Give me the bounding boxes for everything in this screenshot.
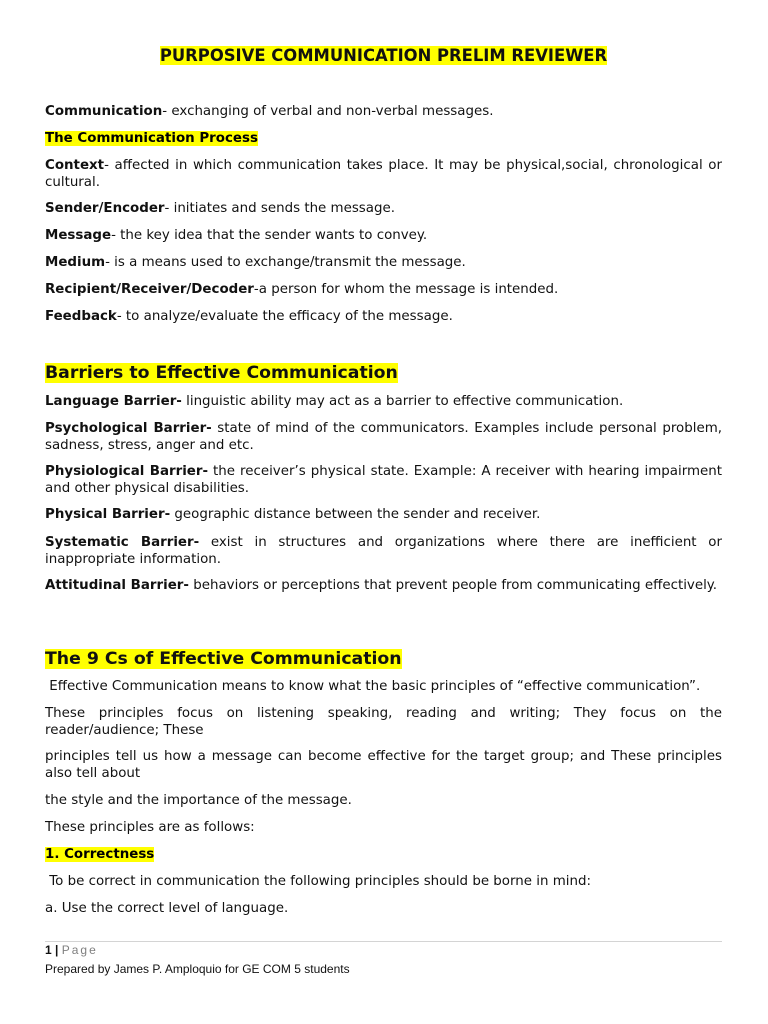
section-heading-nine-cs: The 9 Cs of Effective Communication (45, 649, 402, 669)
correctness-item-a: a. Use the correct level of language. (45, 901, 289, 916)
barrier-physical: Physical Barrier- geographic distance between the sender and receiver. (45, 507, 541, 522)
footer-prepared-by: Prepared by James P. Amploquio for GE COM 5 students (45, 962, 350, 976)
section-heading-barriers: Barriers to Effective Communication (45, 363, 398, 383)
barrier-language: Language Barrier- linguistic ability may act as a barrier to effective communication. (45, 394, 624, 409)
barrier-physiological: Physiological Barrier- the receiver’s physical state. Example: A receiver with hearing impairment and other physical disabilities. (45, 464, 722, 496)
barrier-psychological: Psychological Barrier- state of mind of the communicators. Examples include personal problem, sadness, stress, anger and etc. (45, 421, 723, 453)
process-item-medium: Medium- is a means used to exchange/transmit the message. (45, 255, 466, 270)
subheading-correctness: 1. Correctness (45, 847, 155, 862)
nine-cs-paragraph-4: the style and the importance of the message. (45, 793, 352, 808)
process-item-sender: Sender/Encoder- initiates and sends the message. (45, 201, 395, 216)
process-item-message: Message- the key idea that the sender wants to convey. (45, 228, 428, 243)
document-title: PURPOSIVE COMMUNICATION PRELIM REVIEWER (159, 46, 608, 65)
nine-cs-paragraph-5: These principles are as follows: (45, 820, 255, 835)
process-item-feedback: Feedback- to analyze/evaluate the efficacy of the message. (45, 309, 453, 324)
process-item-context: Context- affected in which communication takes place. It may be physical,social, chronological or cultural. (45, 158, 722, 190)
barrier-attitudinal: Attitudinal Barrier- behaviors or perceptions that prevent people from communicating effectively. (45, 578, 718, 593)
footer-divider (45, 941, 722, 942)
correctness-intro: To be correct in communication the following principles should be borne in mind: (45, 874, 591, 889)
nine-cs-paragraph-2: These principles focus on listening speaking, reading and writing; They focus on the reader/audience; These (45, 706, 722, 738)
process-item-recipient: Recipient/Receiver/Decoder-a person for whom the message is intended. (45, 282, 559, 297)
nine-cs-paragraph-1: Effective Communication means to know what the basic principles of “effective communication”. (45, 679, 701, 694)
definition-communication: Communication- exchanging of verbal and non-verbal messages. (45, 104, 494, 119)
nine-cs-paragraph-3: principles tell us how a message can become effective for the target group; and These principles also tell about (45, 749, 722, 781)
section-heading-communication-process: The Communication Process (45, 131, 258, 146)
footer-page-number: 1 | Page (45, 943, 98, 957)
barrier-systematic: Systematic Barrier- exist in structures and organizations where there are inefficient or inappropriate information. (45, 535, 722, 567)
